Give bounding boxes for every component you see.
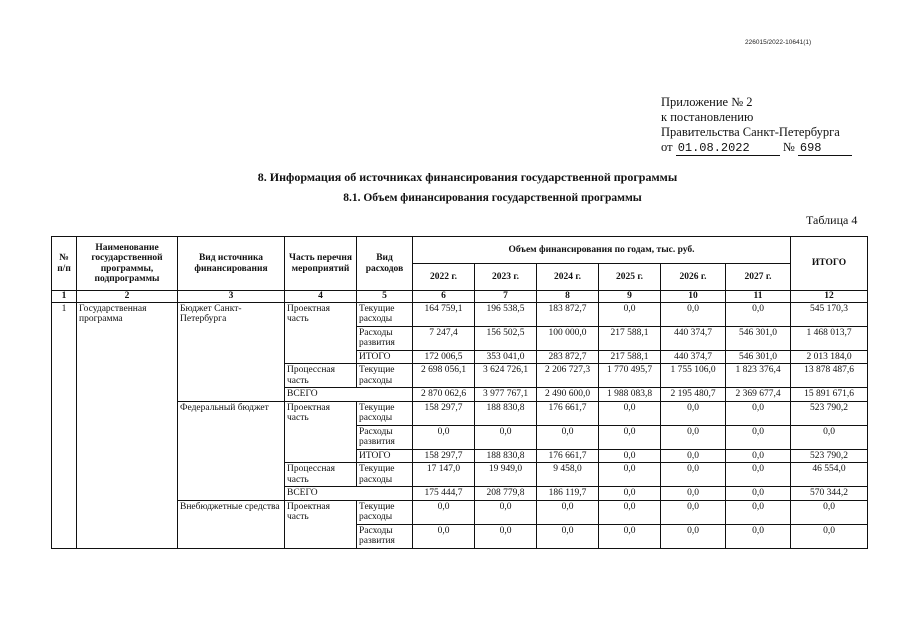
amount-cell: 0,0 (726, 500, 791, 524)
amount-cell: 15 891 671,6 (791, 388, 868, 402)
amount-cell: 1 770 495,7 (599, 364, 661, 388)
amount-cell: 0,0 (661, 463, 726, 487)
header-num: № п/п (52, 237, 77, 291)
expense-type: Текущие расходы (357, 500, 413, 524)
column-number: 12 (791, 291, 868, 303)
header-total: ИТОГО (791, 237, 868, 291)
expense-type: Расходы развития (357, 524, 413, 548)
amount-cell: 0,0 (537, 500, 599, 524)
amount-cell: 217 588,1 (599, 350, 661, 364)
program-number: 1 (52, 302, 77, 548)
section-heading: 8. Информация об источниках финансирования государственной программы (257, 170, 678, 184)
amount-cell: 0,0 (726, 487, 791, 501)
amount-cell: 0,0 (537, 425, 599, 449)
amount-cell: 217 588,1 (599, 326, 661, 350)
column-number: 6 (413, 291, 475, 303)
amount-cell: 158 297,7 (413, 401, 475, 425)
amount-cell: 1 755 106,0 (661, 364, 726, 388)
column-number: 1 (52, 291, 77, 303)
amount-cell: 523 790,2 (791, 449, 868, 463)
appendix-line-1: Приложение № 2 (661, 95, 753, 109)
from-label: от (661, 140, 673, 154)
amount-cell: 175 444,7 (413, 487, 475, 501)
amount-cell: 13 878 487,6 (791, 364, 868, 388)
amount-cell: 0,0 (661, 500, 726, 524)
part-label: Процессная часть (285, 364, 357, 388)
number-label: № (782, 140, 795, 154)
column-number: 9 (599, 291, 661, 303)
amount-cell: 0,0 (599, 401, 661, 425)
appendix-line-3: Правительства Санкт-Петербурга (661, 125, 840, 139)
amount-cell: 0,0 (599, 449, 661, 463)
amount-cell: 440 374,7 (661, 350, 726, 364)
header-year: 2023 г. (475, 264, 537, 291)
amount-cell: 19 949,0 (475, 463, 537, 487)
amount-cell: 0,0 (726, 463, 791, 487)
amount-cell: 0,0 (599, 302, 661, 326)
amount-cell: 188 830,8 (475, 449, 537, 463)
amount-cell: 0,0 (661, 449, 726, 463)
document-id: 226015/2022-10641(1) (745, 39, 812, 46)
amount-cell: 546 301,0 (726, 326, 791, 350)
financing-table (51, 236, 868, 549)
amount-cell: 2 013 184,0 (791, 350, 868, 364)
column-number: 7 (475, 291, 537, 303)
header-year: 2025 г. (599, 264, 661, 291)
header-program-name: Наименование государственной программы, подпрограммы (77, 237, 178, 291)
decree-date: 01.08.2022 (676, 142, 780, 156)
amount-cell: 0,0 (726, 449, 791, 463)
amount-cell: 0,0 (661, 302, 726, 326)
amount-cell: 46 554,0 (791, 463, 868, 487)
amount-cell: 0,0 (726, 524, 791, 548)
decree-number: 698 (798, 142, 852, 156)
amount-cell: 196 538,5 (475, 302, 537, 326)
amount-cell: 2 490 600,0 (537, 388, 599, 402)
amount-cell: 0,0 (413, 524, 475, 548)
expense-type: Расходы развития (357, 326, 413, 350)
part-label: Процессная часть (285, 463, 357, 487)
amount-cell: 172 006,5 (413, 350, 475, 364)
expense-type: Текущие расходы (357, 302, 413, 326)
amount-cell: 440 374,7 (661, 326, 726, 350)
header-year: 2027 г. (726, 264, 791, 291)
column-number: 3 (178, 291, 285, 303)
amount-cell: 0,0 (413, 500, 475, 524)
column-number: 2 (77, 291, 178, 303)
amount-cell: 2 206 727,3 (537, 364, 599, 388)
column-number: 5 (357, 291, 413, 303)
column-number: 11 (726, 291, 791, 303)
expense-type: Расходы развития (357, 425, 413, 449)
amount-cell: 545 170,3 (791, 302, 868, 326)
column-number-row (52, 291, 868, 303)
header-volume: Объем финансирования по годам, тыс. руб. (413, 237, 791, 264)
amount-cell: 546 301,0 (726, 350, 791, 364)
amount-cell: 0,0 (726, 425, 791, 449)
amount-cell: 0,0 (791, 524, 868, 548)
amount-cell: 0,0 (791, 425, 868, 449)
column-number: 8 (537, 291, 599, 303)
source-name: Федеральный бюджет (178, 401, 285, 500)
expense-type: ИТОГО (357, 350, 413, 364)
amount-cell: 0,0 (661, 401, 726, 425)
amount-cell: 3 624 726,1 (475, 364, 537, 388)
amount-cell: 0,0 (413, 425, 475, 449)
amount-cell: 2 870 062,6 (413, 388, 475, 402)
part-label: Проектная часть (285, 302, 357, 364)
amount-cell: 0,0 (726, 401, 791, 425)
amount-cell: 0,0 (791, 500, 868, 524)
header-year: 2026 г. (661, 264, 726, 291)
table-row (52, 302, 868, 326)
column-number: 4 (285, 291, 357, 303)
amount-cell: 353 041,0 (475, 350, 537, 364)
subsection-heading: 8.1. Объем финансирования государственной программы (343, 192, 642, 204)
amount-cell: 100 000,0 (537, 326, 599, 350)
amount-cell: 158 297,7 (413, 449, 475, 463)
amount-cell: 0,0 (599, 487, 661, 501)
table-label: Таблица 4 (806, 213, 858, 227)
amount-cell: 523 790,2 (791, 401, 868, 425)
amount-cell: 3 977 767,1 (475, 388, 537, 402)
amount-cell: 164 759,1 (413, 302, 475, 326)
amount-cell: 2 195 480,7 (661, 388, 726, 402)
header-year: 2022 г. (413, 264, 475, 291)
amount-cell: 0,0 (726, 302, 791, 326)
amount-cell: 283 872,7 (537, 350, 599, 364)
amount-cell: 156 502,5 (475, 326, 537, 350)
part-label: Проектная часть (285, 500, 357, 548)
expense-type: ИТОГО (357, 449, 413, 463)
header-part: Часть перечня мероприятий (285, 237, 357, 291)
source-name: Бюджет Санкт-Петербурга (178, 302, 285, 401)
expense-type: Текущие расходы (357, 364, 413, 388)
header-source: Вид источника финансирования (178, 237, 285, 291)
amount-cell: 208 779,8 (475, 487, 537, 501)
header-expense-type: Вид расходов (357, 237, 413, 291)
expense-type: Текущие расходы (357, 463, 413, 487)
amount-cell: 0,0 (661, 425, 726, 449)
expense-type: Текущие расходы (357, 401, 413, 425)
appendix-line-4 (661, 140, 852, 156)
amount-cell: 0,0 (475, 425, 537, 449)
amount-cell: 0,0 (475, 500, 537, 524)
amount-cell: 1 468 013,7 (791, 326, 868, 350)
amount-cell: 1 823 376,4 (726, 364, 791, 388)
total-label: ВСЕГО (285, 388, 413, 402)
amount-cell: 0,0 (661, 487, 726, 501)
amount-cell: 1 988 083,8 (599, 388, 661, 402)
source-name: Внебюджетные средства (178, 500, 285, 548)
amount-cell: 0,0 (475, 524, 537, 548)
amount-cell: 176 661,7 (537, 449, 599, 463)
amount-cell: 7 247,4 (413, 326, 475, 350)
amount-cell: 2 369 677,4 (726, 388, 791, 402)
amount-cell: 188 830,8 (475, 401, 537, 425)
program-name: Государственная программа (77, 302, 178, 548)
amount-cell: 0,0 (661, 524, 726, 548)
part-label: Проектная часть (285, 401, 357, 463)
amount-cell: 186 119,7 (537, 487, 599, 501)
column-number: 10 (661, 291, 726, 303)
appendix-block (661, 95, 852, 156)
total-label: ВСЕГО (285, 487, 413, 501)
amount-cell: 2 698 056,1 (413, 364, 475, 388)
appendix-line-2: к постановлению (661, 110, 754, 124)
amount-cell: 0,0 (599, 500, 661, 524)
header-year: 2024 г. (537, 264, 599, 291)
amount-cell: 17 147,0 (413, 463, 475, 487)
amount-cell: 183 872,7 (537, 302, 599, 326)
amount-cell: 0,0 (537, 524, 599, 548)
amount-cell: 9 458,0 (537, 463, 599, 487)
amount-cell: 0,0 (599, 524, 661, 548)
amount-cell: 0,0 (599, 425, 661, 449)
amount-cell: 570 344,2 (791, 487, 868, 501)
amount-cell: 0,0 (599, 463, 661, 487)
amount-cell: 176 661,7 (537, 401, 599, 425)
